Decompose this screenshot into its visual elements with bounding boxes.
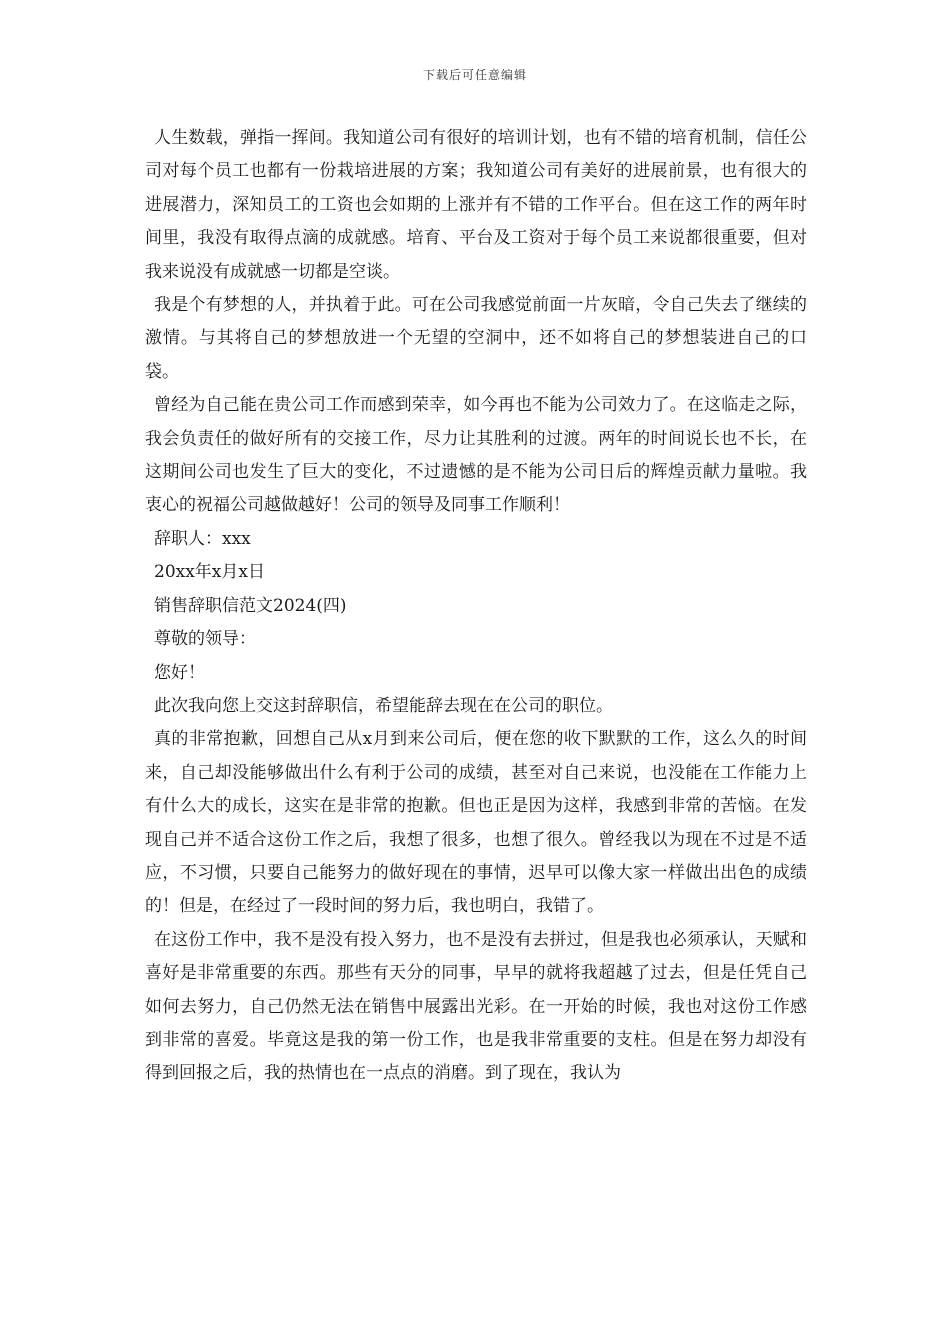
section-title: 销售辞职信范文2024(四) bbox=[154, 595, 347, 616]
paragraph: 此次我向您上交这封辞职信，希望能辞去现在在公司的职位。 bbox=[154, 695, 613, 716]
paragraph: 人生数载，弹指一挥间。我知道公司有很好的培训计划，也有不错的培育机制，信任公司对每个员工也都有一份栽培进展的方案；我知道公司有美好的进展前景，也有很大的进展潜力，深知员工的工资也会如期的上涨并有不错的工作平台。但在这工作的两年时间里，我没有取得点滴的成就感。培育、平台及工资对于每个员工来说都很重要，但对我来说没有成就感一切都是空谈。 bbox=[145, 128, 807, 282]
date-line: 20xx年x月x日 bbox=[154, 562, 265, 583]
paragraph: 真的非常抱歉，回想自己从x月到来公司后，便在您的收下默默的工作，这么久的时间来，自己却没能够做出什么有利于公司的成绩，甚至对自己来说，也没能在工作能力上有什么大的成长，这实在是非常的抱歉。但也正是因为这样，我感到非常的苦恼。在发现自己并不适合这份工作之后，我想了很多，也想了很久。曾经我以为现在不过是不适应，不习惯，只要自己能努力的做好现在的事情，迟早可以像大家一样做出出色的成绩的！但是，在经过了一段时间的努力后，我也明白，我错了。 bbox=[145, 729, 807, 917]
document-body bbox=[145, 122, 807, 1091]
salutation: 尊敬的领导： bbox=[154, 629, 256, 650]
signature-line: 辞职人：xxx bbox=[154, 528, 251, 549]
paragraph: 我是个有梦想的人，并执着于此。可在公司我感觉前面一片灰暗，令自己失去了继续的激情。与其将自己的梦想放进一个无望的空洞中，还不如将自己的梦想装进自己的口袋。 bbox=[145, 295, 807, 382]
paragraph: 曾经为自己能在贵公司工作而感到荣幸，如今再也不能为公司效力了。在这临走之际，我会负责任的做好所有的交接工作，尽力让其胜利的过渡。两年的时间说长也不长，在这期间公司也发生了巨大的变化，不过遗憾的是不能为公司日后的辉煌贡献力量啦。我衷心的祝福公司越做越好！公司的领导及同事工作顺利！ bbox=[145, 395, 807, 516]
page-header: 下载后可任意编辑 bbox=[422, 68, 527, 82]
greeting: 您好！ bbox=[154, 662, 205, 683]
paragraph: 在这份工作中，我不是没有投入努力，也不是没有去拼过，但是我也必须承认，天赋和喜好是非常重要的东西。那些有天分的同事，早早的就将我超越了过去，但是任凭自己如何去努力，自己仍然无法在销售中展露出光彩。在一开始的时候，我也对这份工作感到非常的喜爱。毕竟这是我的第一份工作，也是我非常重要的支柱。但是在努力却没有得到回报之后，我的热情也在一点点的消磨。到了现在，我认为 bbox=[145, 929, 807, 1084]
